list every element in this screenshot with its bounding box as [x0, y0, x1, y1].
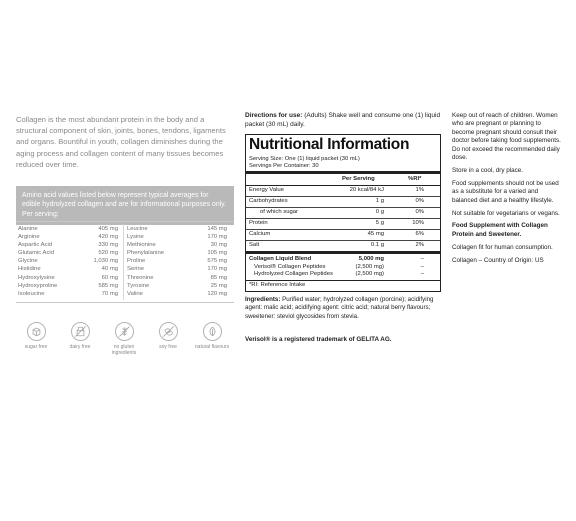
- amino-value: 170 mg: [207, 266, 227, 273]
- amino-name: Phenylalanine: [127, 250, 165, 257]
- amino-row: [18, 225, 118, 233]
- amino-row: [18, 265, 118, 273]
- amino-row: [18, 282, 118, 290]
- amino-name: Methionine: [127, 242, 156, 249]
- nutrient-value: 0.1 g: [370, 242, 384, 248]
- blend-component-value: (2,500 mg): [355, 271, 384, 277]
- nutrition-thick-rule: [246, 171, 440, 174]
- nutrient-value: 1 g: [375, 198, 384, 204]
- nutrient-value: 5 g: [375, 220, 384, 226]
- serving-size: Serving Size: One (1) liquid packet (30 mL): [249, 156, 360, 162]
- nutrient-ri: 6%: [415, 231, 424, 237]
- amino-value: 70 mg: [101, 290, 118, 297]
- amino-name: Proline: [127, 258, 146, 265]
- fit-note: Collagen fit for human consumption.: [452, 243, 553, 251]
- product-designation-text: Food Supplement with Collagen Protein and Sweetener.: [452, 222, 548, 238]
- nutrient-ri: 2%: [415, 242, 424, 248]
- feature-dairy-free: [58, 322, 102, 350]
- per-serving-header: Per Serving: [342, 176, 375, 182]
- amino-value: 585 mg: [98, 282, 118, 289]
- amino-value: 105 mg: [207, 250, 227, 257]
- amino-value: 1,030 mg: [93, 258, 118, 265]
- amino-value: 120 mg: [207, 290, 227, 297]
- nutrient-name: Carbohydrates: [249, 198, 288, 204]
- soybean-icon: [159, 322, 178, 341]
- blend-component-value: (2,500 mg): [355, 264, 384, 270]
- nutrient-value: 0 g: [375, 209, 384, 215]
- nutrient-name: of which sugar: [260, 209, 298, 215]
- amino-name: Glutamic Acid: [18, 250, 55, 257]
- amino-row: [18, 290, 118, 298]
- amino-value: 40 mg: [101, 266, 118, 273]
- amino-name: Valine: [127, 290, 143, 297]
- amino-row: [18, 249, 118, 257]
- nutrient-name: Calcium: [249, 231, 271, 237]
- amino-acid-table: [16, 221, 234, 303]
- amino-row: [127, 233, 227, 241]
- storage-note: Store in a cool, dry place.: [452, 166, 524, 174]
- amino-value: 170 mg: [207, 234, 227, 241]
- blend-value: 5,000 mg: [358, 256, 384, 262]
- nutrition-row-rule: [246, 196, 440, 197]
- amino-row: [127, 225, 227, 233]
- amino-value: 60 mg: [101, 274, 118, 281]
- product-designation: [452, 222, 562, 239]
- amino-row: [127, 249, 227, 257]
- amino-name: Hydroxyproline: [18, 282, 58, 289]
- feature-label: soy free: [159, 344, 177, 350]
- amino-name: Alanine: [18, 226, 38, 232]
- collagen-intro: Collagen is the most abundant protein in the body and a structural component of skin, joints, bones, tendons, ligaments and organs. Bountiful in youth, collagen diminishes during the aging process and collagen content of many tissues becomes reduced over time.: [16, 115, 226, 169]
- supplement-note: Food supplements should not be used as a substitute for a varied and balanced diet and a healthy lifestyle.: [452, 179, 559, 204]
- amino-value: 30 mg: [210, 242, 227, 249]
- directions-text: (Adults) Shake well and consume one (1) liquid packet (30 mL) daily.: [245, 112, 441, 128]
- amino-value: 330 mg: [98, 242, 118, 249]
- feature-label: no gluten ingredients: [111, 344, 137, 356]
- serving-info: [249, 156, 360, 170]
- amino-row: [127, 241, 227, 249]
- origin-note: Collagen – Country of Origin: US: [452, 256, 544, 264]
- amino-name: Histidine: [18, 266, 41, 273]
- amino-name: Isoleucine: [18, 290, 45, 297]
- amino-acid-note: Amino acid values listed below represent typical averages for edible hydrolyzed collagen and are for informational purposes only. Per serving:: [16, 186, 234, 225]
- amino-name: Arginine: [18, 234, 40, 241]
- label-warnings: [452, 112, 562, 270]
- ri-header: %RI*: [408, 176, 422, 182]
- ingredients-heading: Ingredients:: [245, 296, 281, 303]
- amino-row: [127, 274, 227, 282]
- directions-heading: Directions for use:: [245, 112, 303, 119]
- amino-row: [18, 233, 118, 241]
- nutrient-ri: 0%: [415, 198, 424, 204]
- blend-ri: –: [420, 256, 424, 262]
- nutrient-value: 20 kcal/84 kJ: [349, 187, 384, 193]
- vegetarian-note: Not suitable for vegetarians or vegans.: [452, 209, 560, 217]
- children-warning: Keep out of reach of children. Women who are pregnant or planning to become pregnant should consult their doctor before taking food supplements. Do not exceed the recommended daily dose.: [452, 112, 561, 162]
- nutrient-name: Energy Value: [249, 187, 284, 193]
- amino-row: [127, 265, 227, 273]
- blend-name: Collagen Liquid Blend: [249, 256, 312, 262]
- amino-row: [127, 257, 227, 265]
- amino-row: [18, 274, 118, 282]
- feature-label: sugar free: [24, 344, 48, 350]
- amino-value: 145 mg: [207, 226, 227, 232]
- trademark-note: Verisol® is a registered trademark of GELITA AG.: [245, 336, 392, 343]
- feature-label: dairy free: [69, 344, 91, 350]
- amino-name: Threonine: [127, 274, 154, 281]
- amino-name: Serine: [127, 266, 145, 273]
- feature-natural-flavours: [190, 322, 234, 350]
- amino-row: [127, 282, 227, 290]
- nutrient-ri: 0%: [415, 209, 424, 215]
- nutrition-row-rule: [246, 229, 440, 230]
- amino-table-divider: [123, 224, 124, 300]
- amino-value: 405 mg: [98, 226, 118, 232]
- amino-row: [18, 241, 118, 249]
- amino-column-left: [18, 225, 118, 298]
- blend-component-ri: –: [420, 271, 424, 277]
- amino-value: 25 mg: [210, 282, 227, 289]
- servings-per-container: Servings Per Container: 30: [249, 163, 319, 169]
- amino-row: [18, 257, 118, 265]
- cube-icon: [27, 322, 46, 341]
- blend-component-name: Verisol® Collagen Peptides: [254, 264, 326, 270]
- amino-name: Aspartic Acid: [18, 242, 53, 249]
- feature-sugar-free: [14, 322, 58, 350]
- blend-component-ri: –: [420, 264, 424, 270]
- nutrient-ri: 10%: [412, 220, 424, 226]
- nutrient-name: Protein: [249, 220, 268, 226]
- amino-column-right: [127, 225, 227, 298]
- wheat-grain-icon: [115, 322, 134, 341]
- amino-value: 575 mg: [207, 258, 227, 265]
- nutrition-row-rule: [246, 218, 440, 219]
- ri-footnote: *RI: Reference Intake: [249, 282, 306, 288]
- nutrition-row-rule: [246, 240, 440, 241]
- feature-label: natural flavours: [194, 344, 230, 350]
- amino-row: [127, 290, 227, 298]
- amino-value: 420 mg: [98, 234, 118, 241]
- nutrition-thick-rule: [246, 251, 440, 254]
- blend-component-name: Hydrolyzed Collagen Peptides: [254, 271, 333, 277]
- nutrition-facts-panel: [245, 134, 441, 292]
- amino-name: Hydroxylysine: [18, 274, 55, 281]
- feature-icons: [14, 322, 236, 362]
- nutrient-ri: 1%: [415, 187, 424, 193]
- nutrient-value: 45 mg: [367, 231, 384, 237]
- feature-no-gluten: [102, 322, 146, 356]
- amino-name: Tyrosine: [127, 282, 150, 289]
- leaf-icon: [203, 322, 222, 341]
- amino-name: Leucine: [127, 226, 148, 232]
- amino-value: 85 mg: [210, 274, 227, 281]
- amino-name: Lysine: [127, 234, 144, 241]
- feature-soy-free: [146, 322, 190, 350]
- nutrient-name: Salt: [249, 242, 260, 248]
- amino-value: 520 mg: [98, 250, 118, 257]
- nutrition-row-rule: [246, 207, 440, 208]
- amino-name: Glycine: [18, 258, 38, 265]
- ingredients: [245, 296, 441, 321]
- nutrition-title: Nutritional Information: [249, 136, 410, 153]
- directions-for-use: [245, 112, 441, 129]
- milk-carton-icon: [71, 322, 90, 341]
- ingredients-text: Purified water; hydrolyzed collagen (porcine); acidifying agent: malic acid; acidifying agent: citric acid; natural berry flavours; sweetener: steviol glycosides from stevia.: [245, 296, 434, 320]
